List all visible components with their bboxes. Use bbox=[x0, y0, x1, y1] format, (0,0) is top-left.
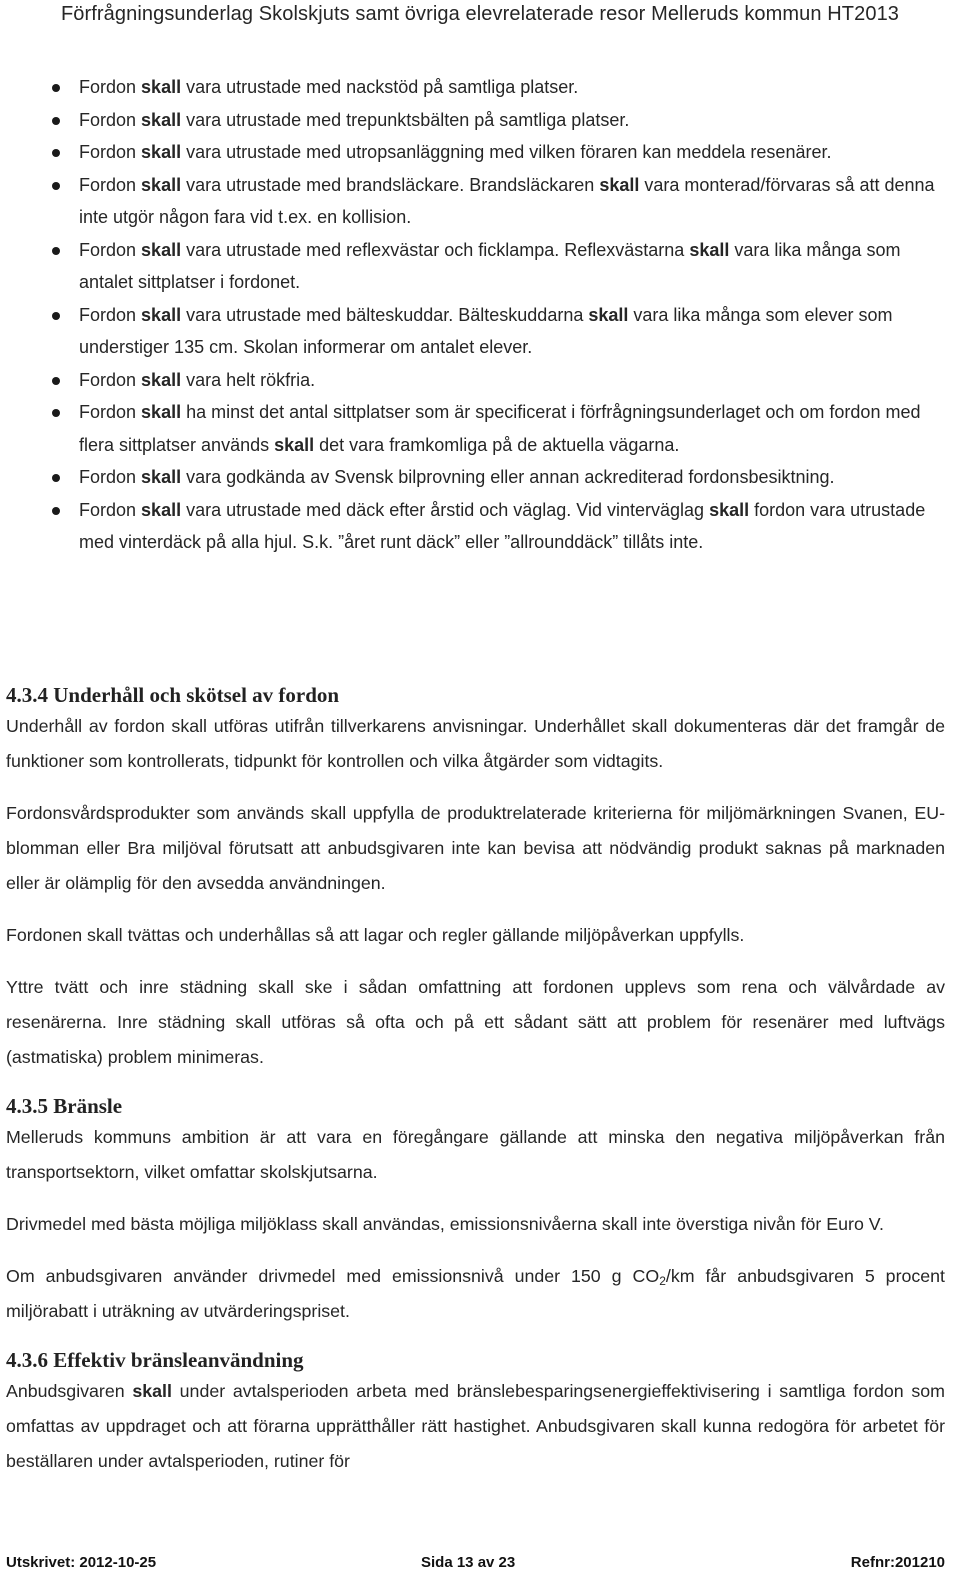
list-item: Fordon skall vara utrustade med bälteskuddar. Bälteskuddarna skall vara lika många som elever som understiger 135 cm. Skolan informerar om antalet elever. bbox=[20, 299, 945, 364]
document-body bbox=[6, 681, 945, 1496]
page-header: Förfrågningsunderlag Skolskjuts samt övriga elevrelaterade resor Melleruds kommun HT2013 bbox=[60, 3, 900, 25]
section-fuel bbox=[6, 1092, 945, 1329]
paragraph bbox=[6, 1374, 945, 1479]
list-item: Fordon skall ha minst det antal sittplatser som är specificerat i förfrågningsunderlaget och om fordon med flera sittplatser används skall det vara framkomliga på de aktuella vägarna. bbox=[20, 396, 945, 461]
emphasis-skall: skall bbox=[141, 77, 182, 97]
emphasis-skall: skall bbox=[141, 174, 182, 195]
list-item: Fordon skall vara utrustade med utropsanläggning med vilken föraren kan meddela resenärer. bbox=[20, 136, 945, 169]
emphasis-skall: skall bbox=[274, 434, 315, 455]
section-heading: 4.3.6 Effektiv bränsleanvändning bbox=[6, 1348, 304, 1372]
emphasis-skall: skall bbox=[141, 467, 182, 487]
co2-text-start: Om anbudsgivaren använder drivmedel med emissionsnivå under 150 g CO bbox=[6, 1266, 660, 1286]
paragraph: Yttre tvätt och inre städning skall ske i sådan omfattning att fordonen upplevs som rena och välvårdade av resenärerna. Inre städning skall utföras så ofta och på ett sådant sätt att problem för resenärer med luftvägs (astmatiska) problem minimeras. bbox=[6, 977, 945, 1067]
section-heading: 4.3.4 Underhåll och skötsel av fordon bbox=[6, 683, 340, 707]
text-rest: under avtalsperioden arbeta med bränslebesparingsenergieffektivisering i samtliga fordon som omfattas av uppdraget och att förarna upprätthåller rätt hastighet. Anbudsgivaren skall kunna redogöra för arbetet för beställaren under avtalsperioden, rutiner för bbox=[6, 1381, 945, 1471]
emphasis-skall: skall bbox=[141, 142, 182, 162]
emphasis-skall: skall bbox=[599, 174, 640, 195]
list-item: Fordon skall vara helt rökfria. bbox=[20, 364, 945, 397]
page-footer bbox=[6, 1548, 945, 1578]
emphasis-skall: skall bbox=[141, 369, 182, 390]
footer-reference: Refnr:201210 bbox=[850, 1554, 945, 1571]
co2-subscript: 2 bbox=[659, 1274, 666, 1288]
paragraph: Melleruds kommuns ambition är att vara en föregångare gällande att minska den negativa miljöpåverkan från transportsektorn, vilket omfattar skolskjutsarna. bbox=[6, 1127, 945, 1182]
emphasis-skall: skall bbox=[588, 304, 629, 325]
section-efficient-fuel bbox=[6, 1346, 945, 1479]
list-item: Fordon skall vara utrustade med nackstöd på samtliga platser. bbox=[20, 71, 945, 104]
emphasis-skall: skall bbox=[709, 499, 750, 520]
requirements-list bbox=[20, 71, 945, 559]
emphasis-skall: skall bbox=[141, 304, 182, 325]
list-item: Fordon skall vara utrustade med däck efter årstid och väglag. Vid vinterväglag skall fordon vara utrustade med vinterdäck på alla hjul. S.k. ”året runt däck” eller ”allrounddäck” tillåts inte. bbox=[20, 494, 945, 559]
co2-text-end: /km får anbudsgivaren 5 procent miljörabatt i uträkning av utvärderingspriset. bbox=[6, 1266, 945, 1321]
footer-page-number: Sida 13 av 23 bbox=[421, 1554, 516, 1571]
emphasis-skall: skall bbox=[141, 402, 182, 422]
section-maintenance bbox=[6, 681, 945, 1075]
emphasis-skall: skall bbox=[689, 239, 730, 260]
emphasis-skall: skall bbox=[141, 239, 182, 260]
text-bold: skall bbox=[132, 1381, 172, 1401]
paragraph: Fordonsvårdsprodukter som används skall uppfylla de produktrelaterade kriterierna för miljömärkningen Svanen, EU-blomman eller Bra miljöval förutsatt att anbudsgivaren inte kan bevisa att nödvändig produkt saknas på marknaden eller är olämplig för den avsedda användningen. bbox=[6, 803, 945, 893]
list-item: Fordon skall vara utrustade med reflexvästar och ficklampa. Reflexvästarna skall vara lika många som antalet sittplatser i fordonet. bbox=[20, 234, 945, 299]
list-item: Fordon skall vara utrustade med trepunktsbälten på samtliga platser. bbox=[20, 104, 945, 137]
list-item: Fordon skall vara godkända av Svensk bilprovning eller annan ackrediterad fordonsbesiktning. bbox=[20, 461, 945, 494]
paragraph: Underhåll av fordon skall utföras utifrån tillverkarens anvisningar. Underhållet skall dokumenteras där det framgår de funktioner som kontrollerats, tidpunkt för kontrollen och vilka åtgärder som vidtagits. bbox=[6, 716, 945, 771]
emphasis-skall: skall bbox=[141, 109, 182, 130]
paragraph: Drivmedel med bästa möjliga miljöklass skall användas, emissionsnivåerna skall inte överstiga nivån för Euro V. bbox=[6, 1214, 884, 1234]
text-start: Anbudsgivaren bbox=[6, 1381, 133, 1401]
section-heading: 4.3.5 Bränsle bbox=[6, 1094, 123, 1118]
paragraph: Fordonen skall tvättas och underhållas så att lagar och regler gällande miljöpåverkan uppfylls. bbox=[6, 925, 745, 945]
emphasis-skall: skall bbox=[141, 499, 182, 520]
list-item: Fordon skall vara utrustade med brandsläckare. Brandsläckaren skall vara monterad/förvaras så att denna inte utgör någon fara vid t.ex. en kollision. bbox=[20, 169, 945, 234]
paragraph-co2 bbox=[6, 1259, 945, 1329]
footer-printed-date: Utskrivet: 2012-10-25 bbox=[6, 1554, 157, 1571]
